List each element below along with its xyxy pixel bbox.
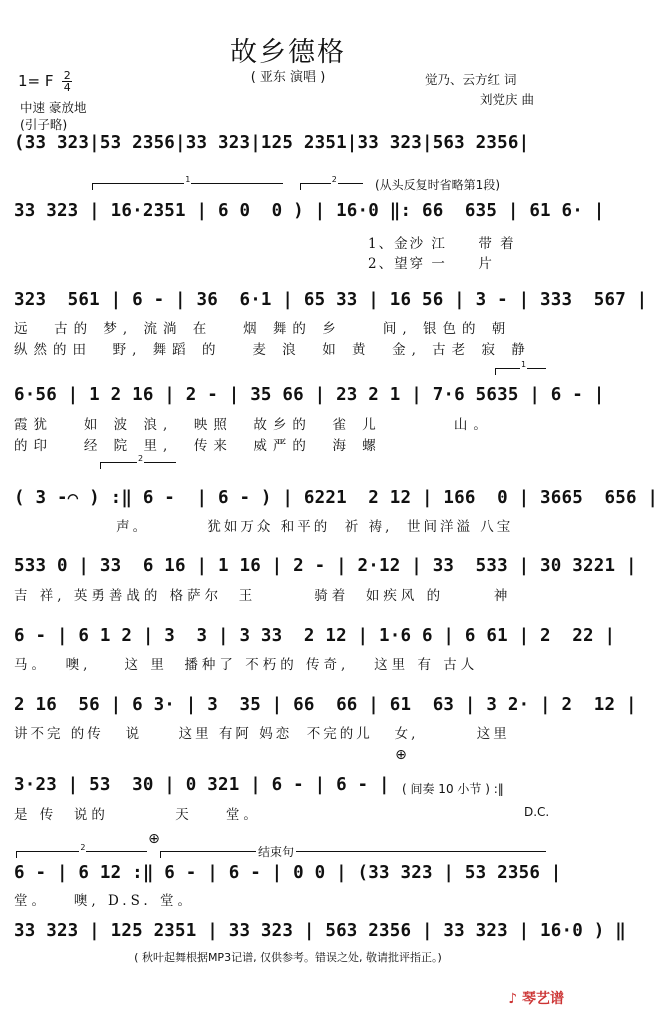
lyrics-row-8: 讲不完 的传 说 这里 有阿 妈恋 不完的儿 女, 这里 [14,726,510,742]
lyrics-row-6: 吉 祥, 英勇善战的 格萨尔 王 骑着 如疾风 的 神 [14,588,512,604]
volta-2-bracket: 2 [300,183,363,190]
site-logo [508,988,564,1008]
score-row-5: ( 3 -⌒ ) :‖ 6 - | 6 - ) | 6221 2 12 | 166 0 | 3665 656 | [14,488,658,508]
lyrics-row-4-verse-2: 的印 经 院 里, 传来 威严的 海 螺 [14,438,382,454]
volta-1-bracket-row4: 1 [495,368,546,375]
lyrics-row-4-verse-1: 霞犹 如 波 浪, 映照 故乡的 雀 儿 山。 [14,417,493,433]
score-row-10: 6 - | 6 12 :‖ 6 - | 6 - | 0 0 | (33 323 | 53 2356 | [14,863,562,883]
song-title: 故乡德格 [230,37,346,68]
interlude-note: ( 间奏 10 小节 ) :‖ [402,782,504,796]
dc-marking: D.C. [524,805,550,819]
lyrics-row-10: 堂。 噢, D.S. 堂。 [14,893,195,909]
lyrics-row-2-verse-1: 1、金沙 江 带 着 [368,236,516,252]
score-row-3: 323 561 | 6 - | 36 6·1 | 65 33 | 16 56 | 3 - | 333 567 | [14,290,648,310]
volta-1-bracket: 1 [92,183,283,190]
logo-text: 琴艺谱 [522,991,564,1007]
composer-credit: 刘党庆 曲 [480,92,534,107]
score-row-2: 33 323 | 16·2351 | 6 0 0 ) | 16·0 ‖: 66 635 | 61 6· | [14,201,605,221]
lyrics-row-3-verse-1: 远 古的 梦, 流淌 在 烟 舞的 乡 间, 银色的 朝 [14,321,512,337]
logo-icon: ♪ [508,991,518,1007]
lyrics-row-9: 是 传 说的 天 堂。 [14,807,261,823]
score-row-6: 533 0 | 33 6 16 | 1 16 | 2 - | 2·12 | 33 533 | 30 3221 | [14,556,637,576]
intro-note: (引子略) [20,117,68,132]
ending-label: 结束句 [258,845,295,859]
lyrics-row-2-verse-2: 2、望穿 一 片 [368,256,494,272]
tempo-marking: 中速 豪放地 [20,100,87,115]
score-row-4: 6·56 | 1 2 16 | 2 - | 35 66 | 23 2 1 | 7·6 5635 | 6 - | [14,385,605,405]
coda-sign-icon-2: ⊕ [148,831,160,847]
score-row-1: (33 323|53 2356|33 323|125 2351|33 323|563 2356| [14,133,530,153]
score-row-8: 2 16 56 | 6 3· | 3 35 | 66 66 | 61 63 | 3 2· | 2 12 | [14,695,637,715]
lyricist-credit: 觉乃、云方红 词 [425,72,517,87]
ending-bracket [160,851,546,858]
key-signature [18,70,72,93]
score-row-7: 6 - | 6 1 2 | 3 3 | 3 33 2 12 | 1·6 6 | 6 61 | 2 22 | [14,626,616,646]
key-label: 1= F [18,72,54,90]
score-row-9: 3·23 | 53 30 | 0 321 | 6 - | 6 - | [14,775,390,795]
repeat-note: (从头反复时省略第1段) [375,178,500,192]
singer-subtitle: ( 亚东 演唱 ) [250,70,326,85]
time-signature: $\frac{2}{4}$ [63,69,71,94]
lyrics-row-3-verse-2: 纵然的田 野, 舞蹈 的 麦 浪 如 黄 金, 古老 寂 静 [14,342,531,358]
coda-sign-icon: ⊕ [395,747,407,763]
score-row-11: 33 323 | 125 2351 | 33 323 | 563 2356 | 33 323 | 16·0 ) ‖ [14,921,626,941]
volta-2-bracket-row5: 2 [100,462,176,469]
lyrics-row-7: 马。 噢, 这 里 播种了 不朽的 传奇, 这里 有 古人 [14,657,479,673]
transcription-note: ( 秋叶起舞根据MP3记谱, 仅供参考。错误之处, 敬请批评指正。) [134,951,442,964]
volta-2-bracket-row10: 2 [16,851,147,858]
lyrics-row-5: 声。 犹如万众 和平的 祈 祷, 世间洋溢 八宝 [14,519,514,535]
